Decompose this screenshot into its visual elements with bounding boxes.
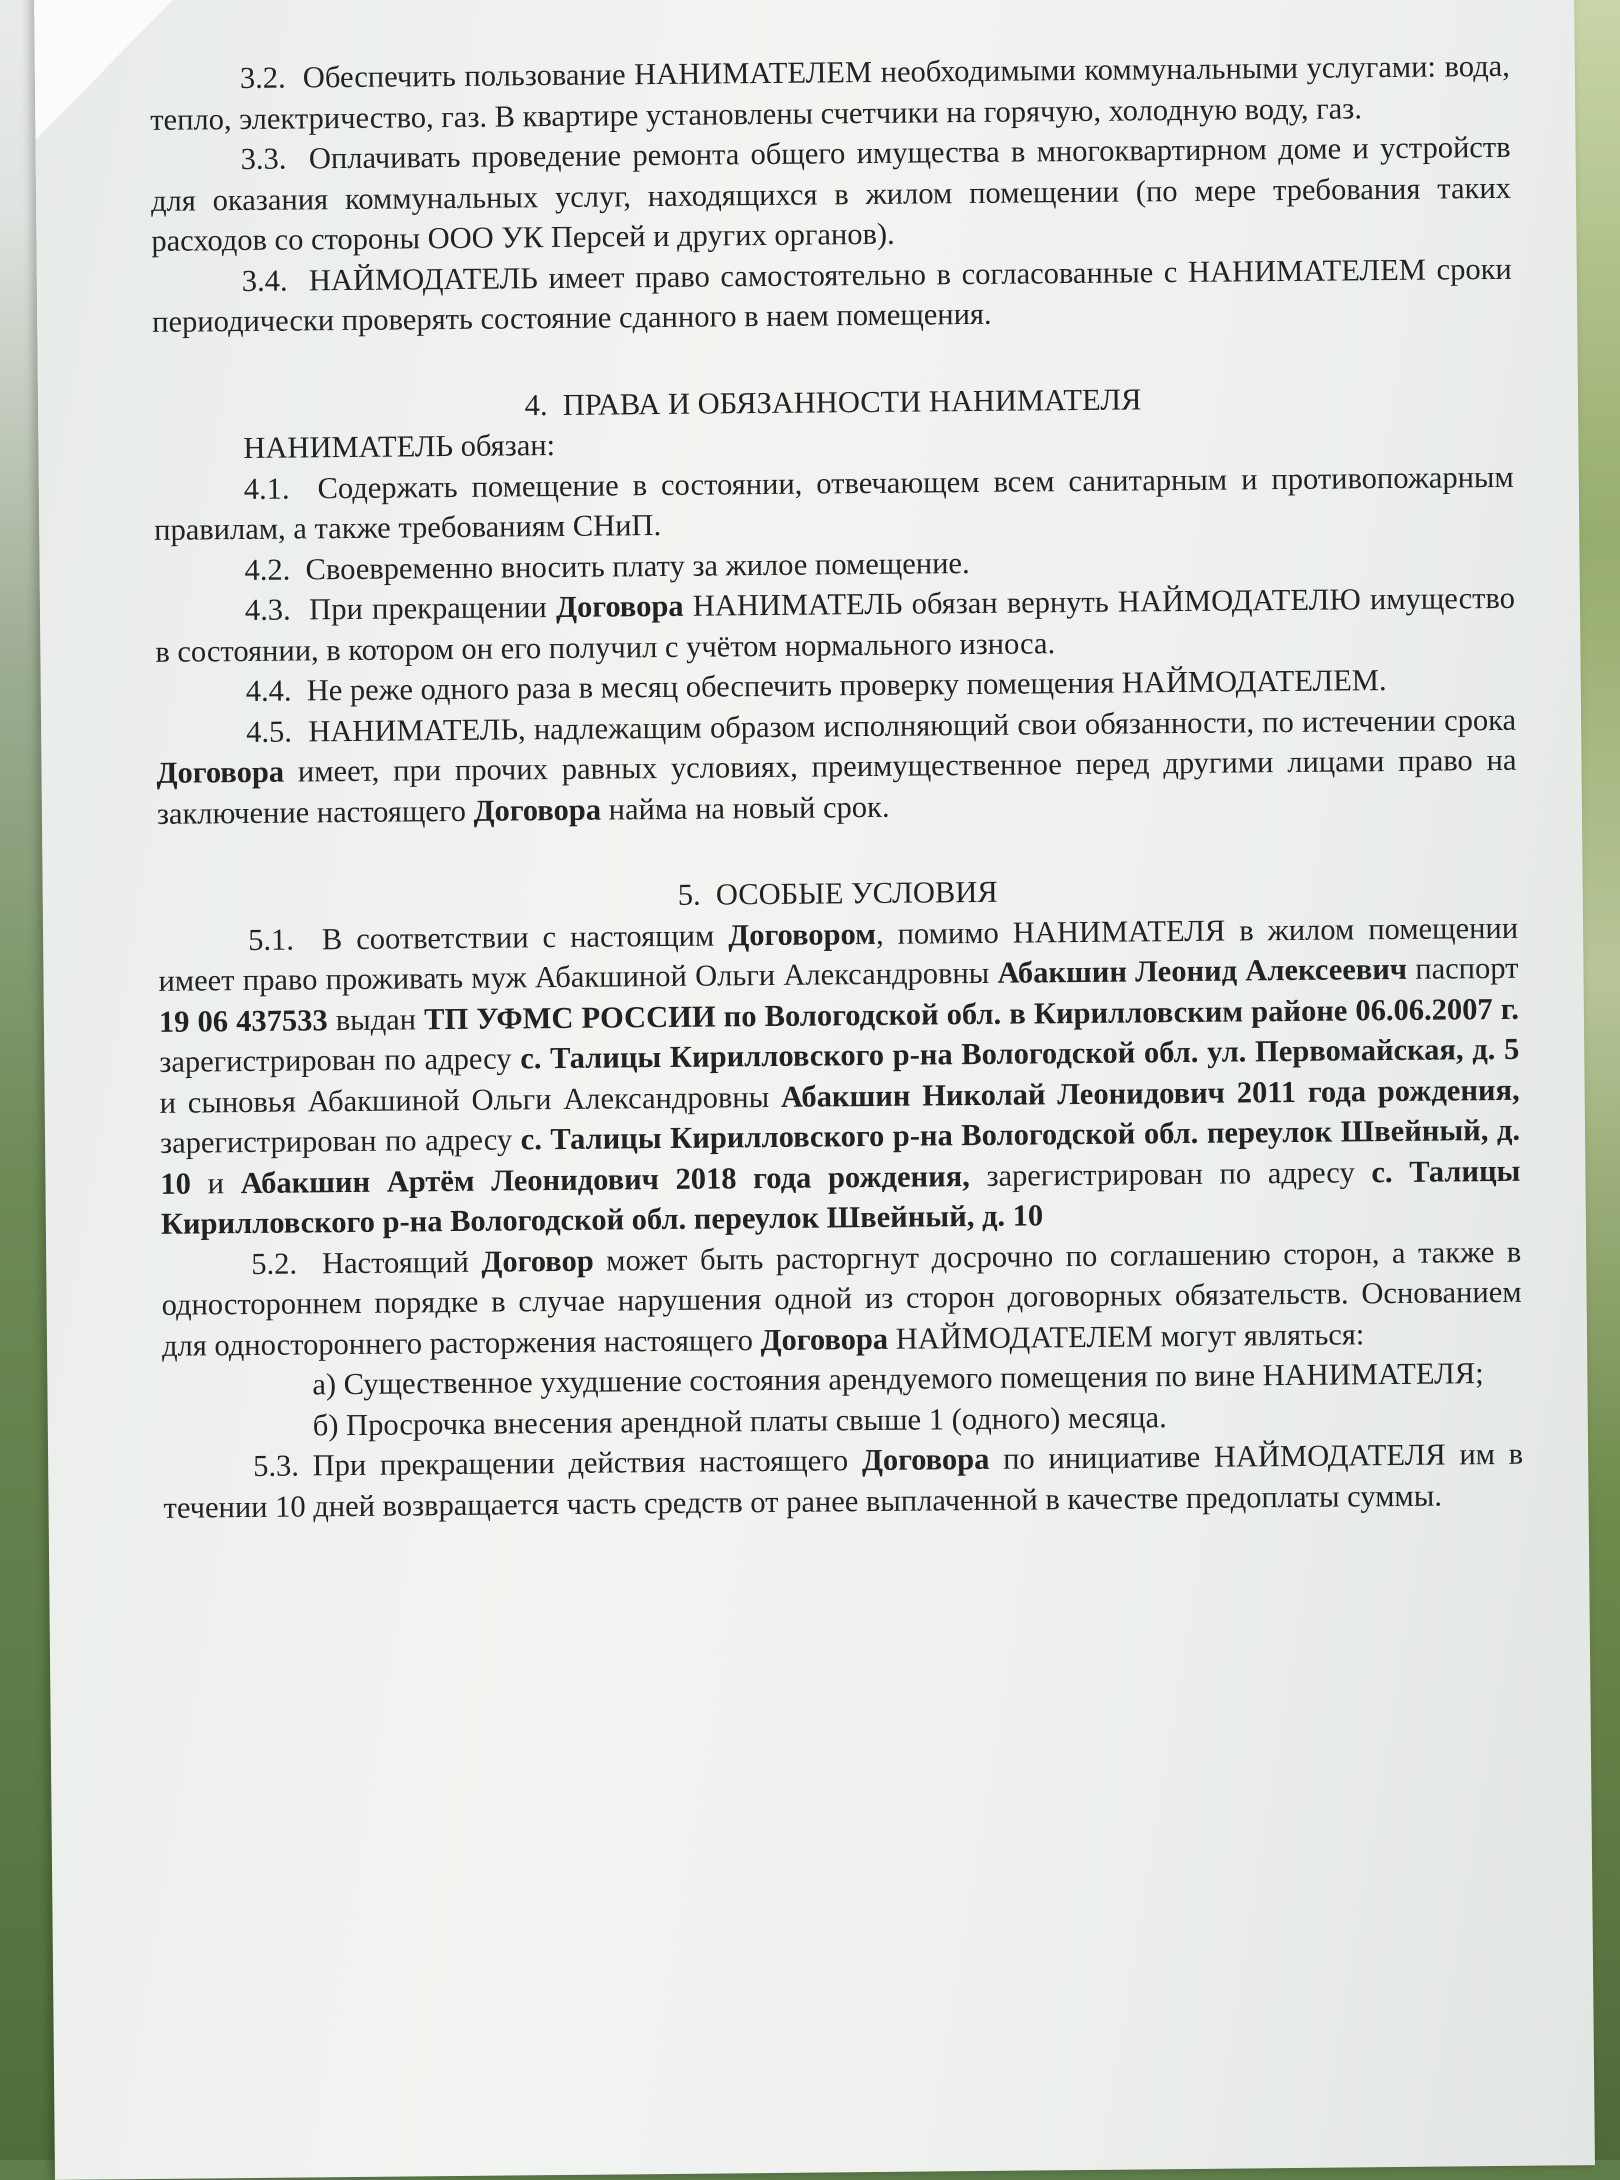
clause-4-3: 4.3. При прекращении Договора НАНИМАТЕЛЬ обязан вернуть НАЙМОДАТЕЛЮ имущество в состоянии, в котором он его получил с учётом нормального износа.: [155, 580, 1516, 669]
clause-3-4: 3.4. НАЙМОДАТЕЛЬ имеет право самостоятельно в согласованные с НАНИМАТЕЛЕМ сроки периодически проверять состояние сданного в наем помещения.: [152, 251, 1512, 339]
clause-3-2: 3.2. Обеспечить пользование НАНИМАТЕЛЕМ необходимыми коммунальными услугами: вода, тепло, электричество, газ. В квартире установлены счетчики на горячую, холодную воду, газ.: [150, 48, 1510, 137]
obliged-label: НАНИМАТЕЛЬ обязан:: [243, 428, 556, 466]
clause-4-5: 4.5. НАНИМАТЕЛЬ, надлежащим образом исполняющий свои обязанности, по истечении срока Договора имеет, при прочих равных условиях, преимущественное перед другими лицами право на заключение настоящего Договора найма на новый срок.: [156, 702, 1517, 831]
section-4-heading: 4. ПРАВА И ОБЯЗАННОСТИ НАНИМАТЕЛЯ: [524, 381, 1142, 422]
clause-3-3: 3.3. Оплачивать проведение ремонта общего имущества в многоквартирном доме и устройств для оказания коммунальных услуг, находящихся в жилом помещении (по мере требования таких расходов со стороны ООО УК Персей и других органов).: [150, 129, 1512, 258]
section-5-heading: 5. ОСОБЫЕ УСЛОВИЯ: [677, 874, 998, 912]
clause-4-2: 4.2. Своевременно вносить плату за жилое помещение.: [244, 545, 970, 587]
document-body: [150, 46, 1524, 1528]
clause-5-1: 5.1. В соответствии с настоящим Договором, помимо НАНИМАТЕЛЯ в жилом помещении имеет право проживать муж Абакшиной Ольги Александровны Абакшин Леонид Алексеевич паспорт 19 06 437533 выдан ТП УФМС РОССИИ по Вологодской обл. в Кирилловским районе 06.06.2007 г. зарегистрирован по адресу с. Талицы Кирилловского р-на Вологодской обл. ул. Первомайская, д. 5 и сыновья Абакшиной Ольги Александровны Абакшин Николай Леонидович 2011 года рождения, зарегистрирован по адресу с. Талицы Кирилловского р-на Вологодской обл. переулок Швейный, д. 10 и Абакшин Артём Леонидович 2018 года рождения, зарегистрирован по адресу с. Талицы Кирилловского р-на Вологодской обл. переулок Швейный, д. 10: [158, 910, 1521, 1241]
clause-5-2: 5.2. Настоящий Договор может быть расторгнут досрочно по соглашению сторон, а также в одностороннем порядке в случае нарушения одной из сторон договорных обязательств. Основанием для одностороннего расторжения настоящего Договора НАЙМОДАТЕЛЕМ могут являться:: [161, 1234, 1522, 1363]
clause-4-4: 4.4. Не реже одного раза в месяц обеспечить проверку помещения НАЙМОДАТЕЛЕМ.: [245, 663, 1387, 708]
clause-4-1: 4.1. Содержать помещение в состоянии, отвечающем всем санитарным и противопожарным правилам, а также требованиям СНиП.: [154, 459, 1514, 547]
document-page: [34, 0, 1595, 2180]
clause-5-3: 5.3. При прекращении действия настоящего Договора по инициативе НАЙМОДАТЕЛЯ им в течении 10 дней возвращается часть средств от ранее выплаченной в качестве предоплаты суммы.: [163, 1436, 1524, 1525]
clause-5-2-a: а) Существенное ухудшение состояния арендуемого помещения по вине НАНИМАТЕЛЯ;: [312, 1356, 1484, 1402]
clause-5-2-b: б) Просрочка внесения арендной платы свыше 1 (одного) месяца.: [312, 1399, 1167, 1442]
